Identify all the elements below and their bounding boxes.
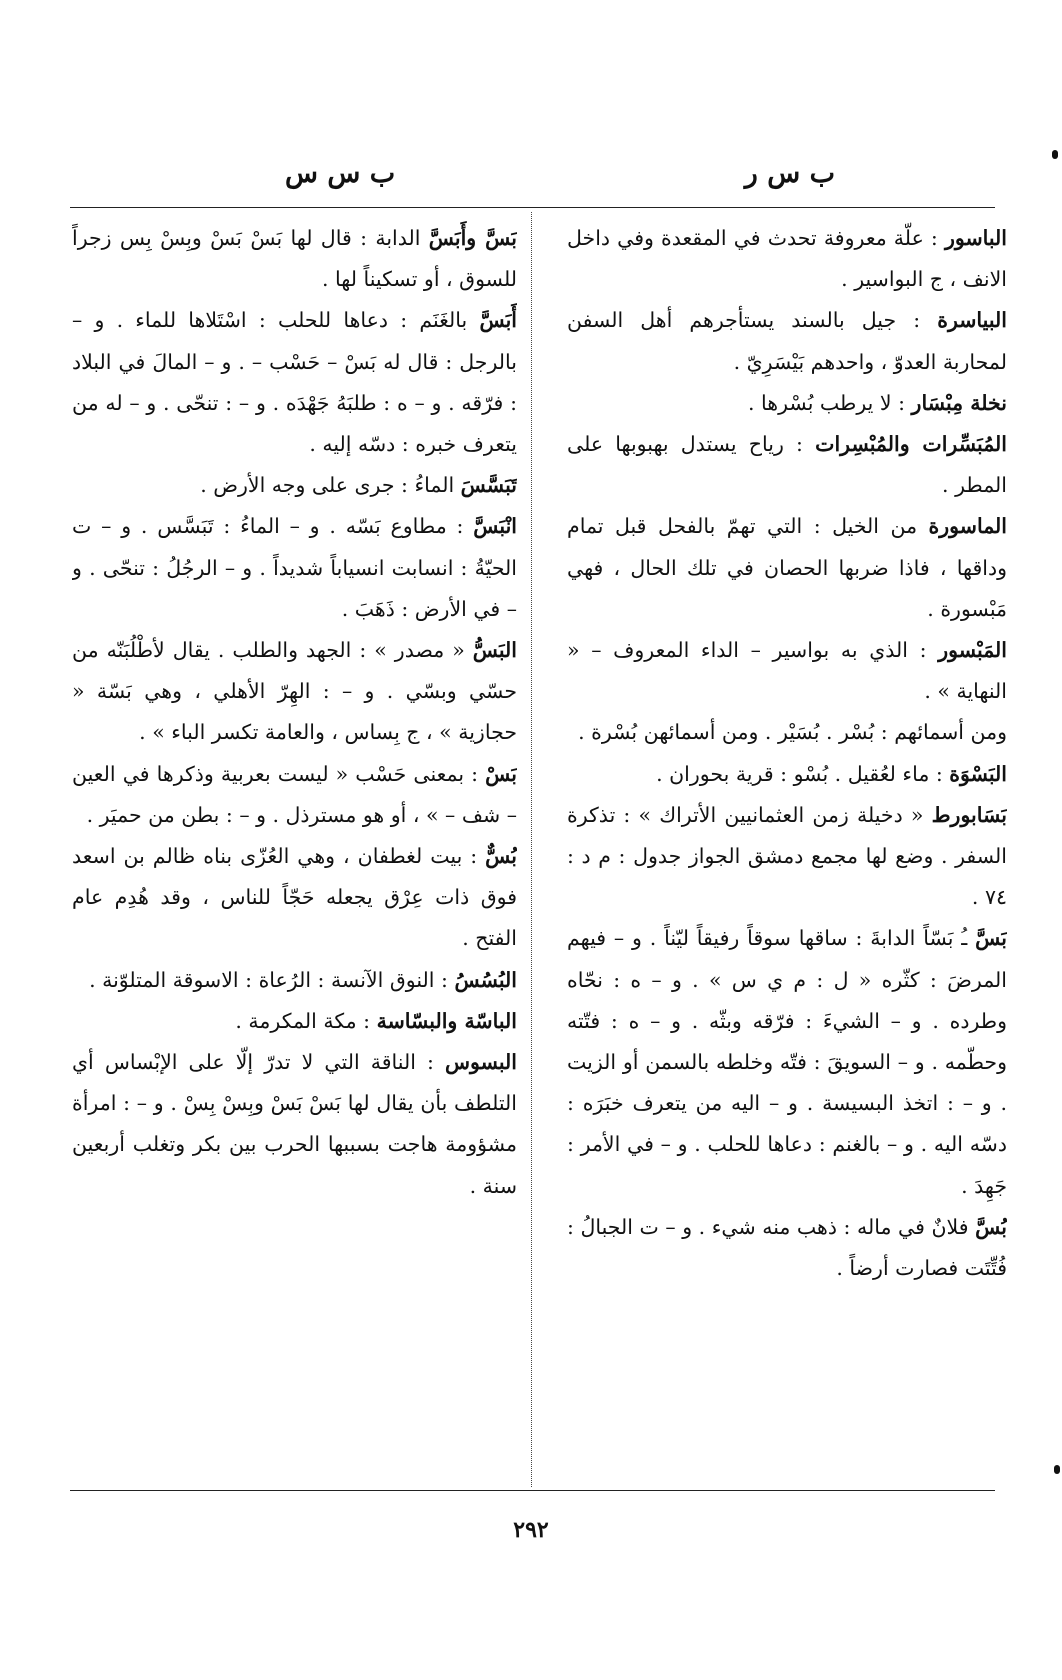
dictionary-entry <box>567 218 1007 300</box>
dictionary-entry <box>567 424 1007 506</box>
dictionary-entry <box>567 383 1007 424</box>
headword: بَسَّ وأَبَسَّ <box>428 226 517 250</box>
definition: : مكة المكرمة . <box>235 1008 377 1033</box>
definition: : الناقة التي لا تدرّ إلّا على الإبْساس أي التلطف بأن يقال لها بَسْ بَسْ وبِسْ بِسْ . و – : امرأة مشؤومة هاجت بسببها الحرب بين بكر وتغلب أربعين سنة . <box>72 1050 517 1198</box>
headword: البُسُسُ <box>454 967 517 992</box>
column-divider <box>531 212 532 1487</box>
definition: : رياح يستدل بهبوبها على المطر . <box>567 432 1007 498</box>
page-number: ٢٩٢ <box>513 1517 549 1543</box>
dictionary-entry <box>567 1207 1007 1289</box>
headword: الماسورة <box>928 514 1007 539</box>
definition: الدابة : قال لها بَسْ بَسْ وبِسْ بِس زجراً للسوق ، أو تسكيناً لها . <box>72 226 517 292</box>
scan-edge-mark <box>1052 150 1058 159</box>
dictionary-entry <box>567 506 1007 630</box>
definition: : جيل بالسند يستأجرهم أهل السفن لمحاربة العدوّ ، واحدهم بَيْسَرِيّ . <box>567 308 1007 374</box>
dictionary-entry <box>72 754 517 836</box>
dictionary-entry <box>72 506 517 630</box>
headword: المُبَسِّرات والمُبْسِرات <box>815 432 1007 457</box>
headword: البياسرة <box>937 308 1007 333</box>
headword: أَبَسَّ <box>479 308 517 333</box>
headword: نخلة مِبْسَار <box>911 390 1007 415</box>
dictionary-entry <box>567 630 1007 712</box>
dictionary-entry <box>567 795 1007 919</box>
page-header <box>70 158 995 198</box>
right-column-heading: ب س ر <box>744 158 835 189</box>
headword: تَبَسَّسَ <box>460 473 517 498</box>
dictionary-entry <box>567 918 1007 1206</box>
definition: « دخيلة زمن العثمانيين الأتراك » : تذكرة السفر . وضع لها مجمع دمشق الجواز جدول : م د : ٧٤ . <box>567 802 1007 910</box>
dictionary-entry <box>567 754 1007 795</box>
headword: بُسٌّ <box>485 844 517 869</box>
bottom-rule <box>70 1490 995 1491</box>
dictionary-entry <box>72 300 517 465</box>
definition: « مصدر » : الجهد والطلب . يقال لأطْلُبَنّه من حسّي وبسّي . و – : الهِرّ الأهلي ، وهي بَسّة « حجازية » ، ج بِساس ، والعامة تكسر الباء » . <box>72 638 517 745</box>
dictionary-entry <box>567 300 1007 382</box>
definition: فلانٌ في ماله : ذهب منه شيء . و – ت الجبالُ : فُتِّتَت فصارت أرضاً . <box>567 1214 1007 1281</box>
dictionary-entry <box>72 1042 517 1207</box>
definition: : مطاوع بَسّه . و – الماءُ : تَبَسَّس . و – ت الحيّةُ : انسابت انسياباً شديداً . و – الرجُلُ : تنحّى . و – في الأرض : ذَهَبَ . <box>72 514 517 621</box>
left-column <box>72 218 517 1486</box>
definition: : الذي به بواسير – الداء المعروف – « النهاية » . <box>567 638 1007 704</box>
dictionary-entry <box>72 465 517 506</box>
definition: ـُ بَسّاً الدابةَ : ساقها سوقاً رفيقاً ليّناً . و – فيهم المرضَ : كثّره « ل : م ي س » . و – ه : نحّاه وطرده . و – الشيءَ : فرّقه وبثّه . و – ه : فتّته وحطّمه . و – السويقَ : فتّه وخلطه بالسمن أو الزيت . و – : اتخذ البسيسة . و – اليه من يتعرف خبَرَه : دسّه اليه . و – بالغنم : دعاها للحلب . و – في الأمر : جَهِدَ . <box>567 926 1007 1198</box>
definition: الماءُ : جرى على وجه الأرض . <box>200 473 461 498</box>
dictionary-entry <box>72 1001 517 1042</box>
definition: : لا يرطب بُسْرها . <box>748 390 912 415</box>
headword: بَسَّ <box>975 926 1007 951</box>
headword: المَبْسور <box>938 638 1007 663</box>
dictionary-entry <box>567 712 1007 753</box>
definition: : ماء لعُقيل . بُسْو : قرية بحوران . <box>656 761 950 786</box>
definition: من الخيل : التي تهمّ بالفحل قبل تمام وداقها ، فاذا ضربها الحصان في تلك الحال ، فهي مَبْسورة . <box>567 514 1007 621</box>
right-column <box>567 218 1007 1486</box>
headword: البَسُّ <box>472 638 517 663</box>
definition: : بمعنى حَسْب « ليست بعربية وذكرها في العين – شف – » ، أو هو مسترذل . و – : بطن من حميَر . <box>72 761 517 827</box>
definition: ومن أسمائهم : بُسْر . بُسَيْر . ومن أسمائهن بُسْرة . <box>578 720 1007 745</box>
dictionary-entry <box>72 218 517 300</box>
headword: الباسور <box>944 226 1007 250</box>
scan-edge-mark <box>1054 1465 1060 1474</box>
dictionary-entry <box>72 630 517 754</box>
headword: انْبَسَّ <box>473 514 517 539</box>
headword: بُسَّ <box>975 1214 1007 1239</box>
top-rule <box>70 207 995 208</box>
dictionary-entry <box>72 836 517 960</box>
definition: : النوق الآنسة : الرُعاة : الاسوقة المتلوّنة . <box>89 967 455 992</box>
left-column-heading: ب س س <box>285 158 396 189</box>
dictionary-entry <box>72 960 517 1001</box>
definition: بالغَنَم : دعاها للحلب : اسْتَلاها للماء . و – بالرجل : قال له بَسْ – حَسْب – . و – المالَ في البلاد : فرّقه . و – ه : طلبَهُ جَهْدَه . و – : تنحّى . و – له من يتعرف خبره : دسّه إليه . <box>72 308 517 457</box>
headword: بَسَابورط <box>931 802 1007 827</box>
headword: البَسْوَة <box>949 761 1007 786</box>
headword: بَسْ <box>485 761 517 786</box>
definition: : علّة معروفة تحدث في المقعدة وفي داخل الانف ، ج البواسير . <box>567 226 1007 292</box>
headword: البسوس <box>444 1050 517 1075</box>
definition: : بيت لغطفان ، وهي العُزّى بناه ظالم بن اسعد فوق ذات عِرْق يجعله حَجّاً للناس ، وقد هُدِم عام الفتح . <box>72 844 517 951</box>
headword: الباسّة والبسّاسة <box>376 1008 517 1033</box>
